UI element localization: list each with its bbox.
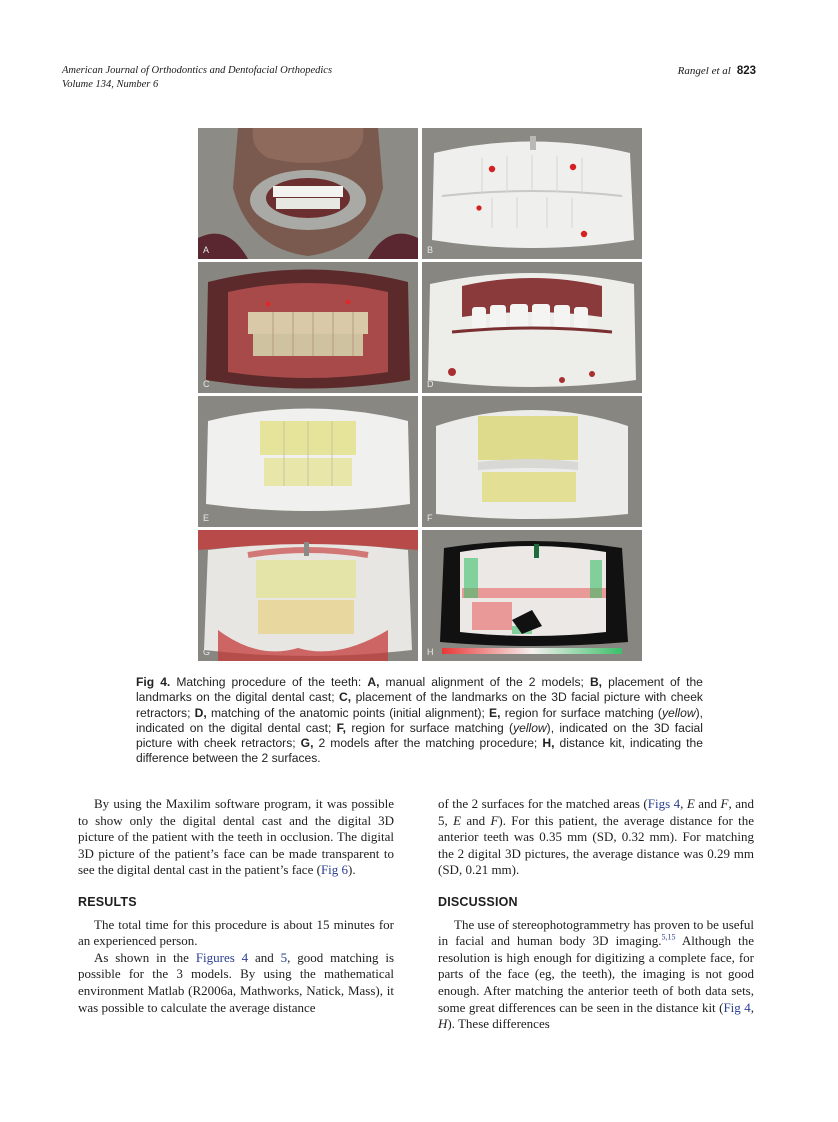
figure-panel-a: [198, 128, 418, 259]
cast-yellow-region-image: [198, 396, 418, 527]
panel-label: G: [203, 647, 211, 657]
figs-4-link[interactable]: Figs 4: [647, 796, 681, 811]
header-right: [678, 64, 756, 78]
initial-alignment-image: [422, 262, 642, 393]
journal-title: American Journal of Orthodontics and Dentofacial Orthopedics: [62, 65, 333, 76]
running-authors: Rangel et al: [677, 65, 731, 77]
paragraph: The total time for this procedure is about 15 minutes for an experienced person.: [78, 916, 394, 949]
volume-issue: Volume 134, Number 6: [62, 79, 159, 90]
facial-yellow-region-image: [422, 396, 642, 527]
figure-number: Fig 4.: [136, 675, 171, 689]
paragraph: By using the Maxilim software program, it was possible to show only the digital dental cast and the digital 3D picture of the patient with the teeth in occlusion. The digital 3D picture of the patient’s face can be made transparent to see the digital dental cast in the patient’s face (Fig 6).: [78, 796, 394, 878]
figure-panel-d: [422, 262, 642, 393]
panel-label: B: [427, 245, 434, 255]
figure-5-link[interactable]: 5: [280, 949, 288, 965]
paragraph: of the 2 surfaces for the matched areas (Figs 4, E and F, and 5, E and F). For this patient, the average distance for the anterior teeth was 0.35 mm (SD, 0.32 mm). For matching the 2 digital 3D pictures, the average distance was 0.29 mm (SD, 0.21 mm).: [438, 796, 754, 878]
distance-kit-image: [422, 530, 642, 661]
reference-citation[interactable]: 5,15: [661, 932, 676, 942]
figure-6-link[interactable]: Fig 6: [320, 862, 349, 878]
panel-label: A: [203, 245, 210, 255]
dental-cast-landmarks-image: [422, 128, 642, 259]
results-heading: RESULTS: [78, 894, 137, 909]
figure-caption: Fig 4. Matching procedure of the teeth: A, manual alignment of the 2 models; B, placement of the landmarks on the digital dental cast; C, placement of the landmarks on the 3D facial picture with cheek retractors; D, matching of the anatomic points (initial alignment); E, region for surface matching (yellow), indicated on the digital dental cast; F, region for surface matching (yellow), indicated on the 3D facial picture with cheek retractors; G, 2 models after the matching procedure; H, distance kit, indicating the difference between the 2 surfaces.: [136, 675, 703, 766]
page-number: 823: [736, 65, 756, 77]
figures-4-link[interactable]: Figures 4: [195, 949, 249, 965]
panel-label: H: [427, 647, 434, 657]
body-column-right: [438, 796, 754, 1033]
figure-4: [198, 128, 642, 660]
paragraph: The use of stereophotogrammetry has proven to be useful in facial and human body 3D imaging.$^{5,15}$ Although the resolution is high enough for digitizing a complete face, for parts of the face (eg, the teeth), the imaging is not good enough. After matching the anterior teeth of both data sets, some great differences can be seen in the distance kit (Fig 4, H). These differences: [438, 916, 755, 1032]
panel-label: E: [203, 513, 210, 523]
figure-panel-f: [422, 396, 642, 527]
body-column-left: [78, 796, 394, 1016]
panel-label: D: [427, 379, 434, 389]
running-header: [62, 64, 756, 96]
figure-panel-b: [422, 128, 642, 259]
panel-label: C: [203, 379, 210, 389]
figure-4-link[interactable]: Fig 4: [723, 999, 751, 1015]
face-with-retractor-image: [198, 128, 418, 259]
matched-models-image: [198, 530, 418, 661]
figure-panel-h: [422, 530, 642, 661]
facial-picture-landmarks-image: [198, 262, 418, 393]
discussion-heading: DISCUSSION: [438, 894, 518, 909]
paragraph: As shown in the Figures 4 and 5, good matching is possible for the 3 models. By using the mathematical environment Matlab (R2006a, Mathworks, Natick, Mass), it was possible to calculate the average distance: [78, 949, 395, 1015]
figure-panel-c: [198, 262, 418, 393]
figure-panel-e: [198, 396, 418, 527]
figure-panel-g: [198, 530, 418, 661]
panel-label: F: [427, 513, 433, 523]
